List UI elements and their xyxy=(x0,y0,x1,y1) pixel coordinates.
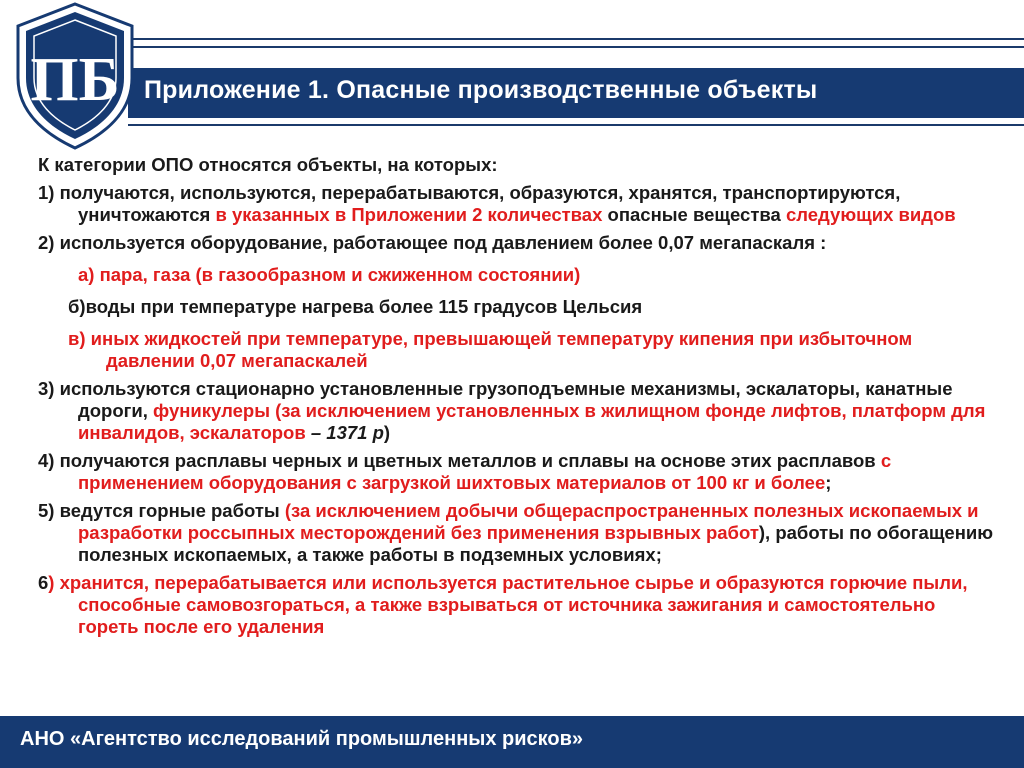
header xyxy=(0,0,1024,140)
logo-text: ПБ xyxy=(30,46,120,114)
item-6 xyxy=(38,572,998,638)
item-1-text-a: 1) получаются, используются, перерабатываются, образуются, хранятся, транспортируются, уничтожаются xyxy=(38,182,901,225)
item-5-text-b: (за исключением добычи общераспространенных полезных ископаемых и разработки россыпных месторождений без применения взрывных работ xyxy=(78,500,979,543)
header-top-line-2 xyxy=(128,46,1024,48)
item-4 xyxy=(38,450,998,494)
item-2: 2) используется оборудование, работающее под давлением более 0,07 мегапаскаля : xyxy=(38,232,827,253)
item-2c: в) иных жидкостей при температуре, превышающей температуру кипения при избыточном давлении 0,07 мегапаскалей xyxy=(68,328,913,371)
item-1-text-d: следующих видов xyxy=(785,204,956,225)
content xyxy=(38,154,998,638)
item-4-text-c: ; xyxy=(825,472,832,493)
footer xyxy=(0,716,1024,768)
page-title: Приложение 1. Опасные производственные объекты xyxy=(144,76,818,104)
item-1-text-b: в указанных в Приложении 2 количествах xyxy=(215,204,603,225)
item-5-text-a: 5) ведутся горные работы xyxy=(38,500,285,521)
header-bottom-line xyxy=(128,124,1024,126)
item-6-text-b: ) хранится, перерабатывается или используется растительное сырье и образуются горючие пыли, способные самовозгораться, а также взрываться от источника зажигания и самостоятельно гореть после его удаления xyxy=(48,572,968,637)
footer-text: АНО «Агентство исследований промышленных рисков» xyxy=(20,728,584,750)
item-4-text-b: с применением оборудования с загрузкой шихтовых материалов от 100 кг и более xyxy=(78,450,892,493)
intro-text: К категории ОПО относятся объекты, на которых: xyxy=(38,154,498,175)
item-2a: а) пара, газа (в газообразном и сжиженном состоянии) xyxy=(78,264,581,285)
item-3-text-d: ) xyxy=(383,422,391,443)
item-3-text-b: фуникулеры (за исключением установленных в жилищном фонде лифтов, платформ для инвалидов, эскалаторов xyxy=(78,400,986,443)
shield-logo-icon xyxy=(0,0,150,150)
item-6-text-a: 6 xyxy=(38,572,49,593)
item-5-text-c: ), работы по обогащению полезных ископаемых, а также работы в подземных условиях; xyxy=(78,522,994,565)
item-2b: б)воды при температуре нагрева более 115 градусов Цельсия xyxy=(68,296,643,317)
item-1 xyxy=(38,182,998,226)
item-5 xyxy=(38,500,998,566)
item-3-text-a: 3) используются стационарно установленные грузоподъемные механизмы, эскалаторы, канатные дороги, xyxy=(38,378,953,421)
item-4-text-a: 4) получаются расплавы черных и цветных металлов и сплавы на основе этих расплавов xyxy=(38,450,881,471)
item-3-text-c: – 1371 р xyxy=(305,422,384,443)
item-3 xyxy=(38,378,998,444)
item-1-text-c: опасные вещества xyxy=(602,204,786,225)
header-top-line xyxy=(128,38,1024,40)
